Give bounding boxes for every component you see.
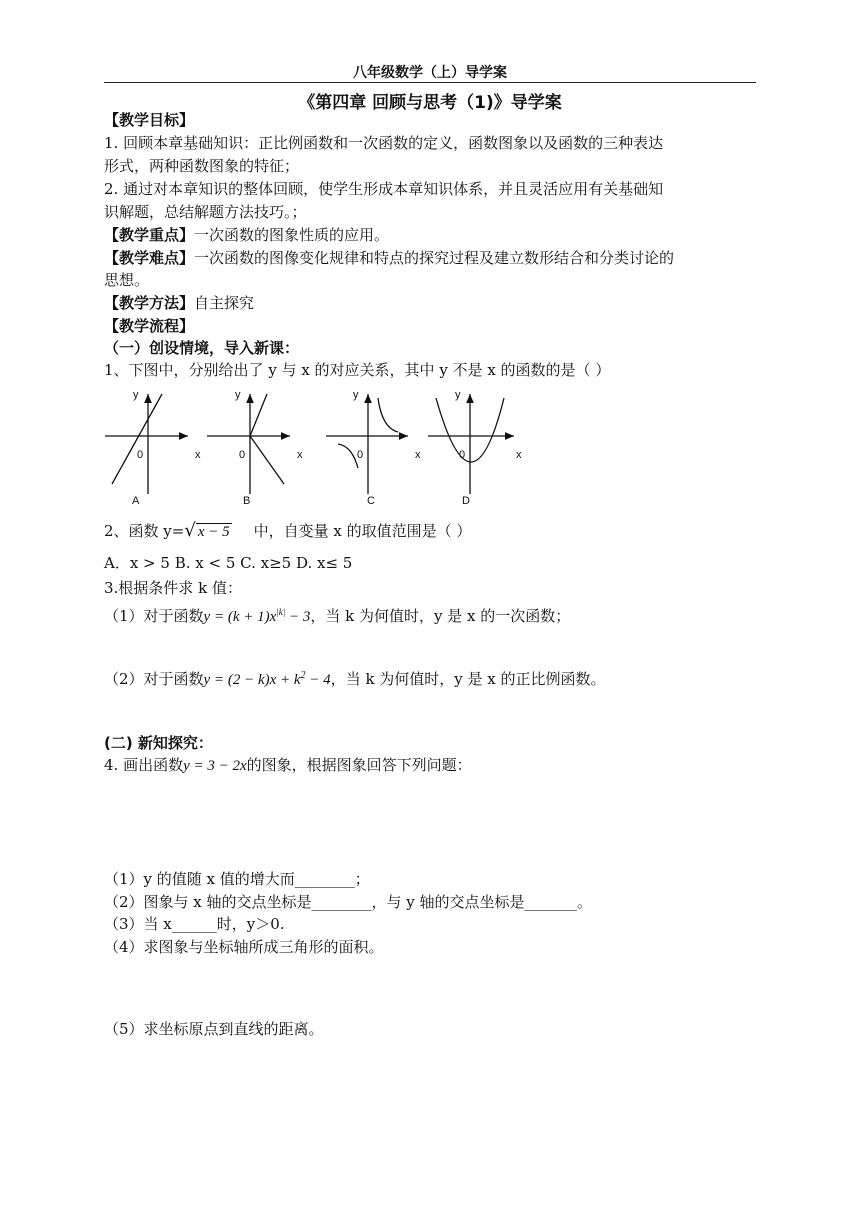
graph-b bbox=[207, 394, 290, 494]
key-point-heading: 【教学重点】 bbox=[104, 226, 195, 244]
graph-a-origin: 0 bbox=[137, 449, 144, 461]
question-4-2: （2）图象与 x 轴的交点坐标是________，与 y 轴的交点坐标是_______。 bbox=[104, 893, 593, 911]
method-heading: 【教学方法】 bbox=[104, 294, 195, 312]
goals-heading: 【教学目标】 bbox=[104, 111, 195, 129]
question-3-2 bbox=[104, 666, 606, 690]
graph-d-y-label: y bbox=[455, 389, 461, 401]
graph-c bbox=[326, 394, 408, 494]
graph-d-x-label: x bbox=[516, 449, 522, 461]
formula-4: y = 3 − 2x bbox=[183, 758, 247, 774]
question-4-prefix: 4. 画出函数 bbox=[104, 756, 184, 774]
graph-b-origin: 0 bbox=[239, 449, 246, 461]
graph-d-origin: 0 bbox=[459, 449, 466, 461]
difficulty-line-1 bbox=[104, 248, 674, 268]
graph-a-y-label: y bbox=[133, 389, 139, 401]
sqrt-expression: √ x − 5 bbox=[184, 520, 230, 541]
question-3-1 bbox=[104, 602, 570, 627]
question-2-prefix: 2、函数 y= bbox=[104, 522, 185, 540]
formula-3-1: y = (k + 1)x bbox=[203, 609, 277, 625]
graph-b-x-label: x bbox=[297, 449, 303, 461]
goal-2-line-1: 2. 通过对本章知识的整体回顾，使学生形成本章知识体系，并且灵活应用有关基础知 bbox=[104, 180, 664, 198]
question-3-2-prefix: （2）对于函数 bbox=[104, 670, 204, 688]
goal-1-line-2: 形式，两种函数图象的特征； bbox=[104, 157, 300, 175]
formula-3-2: y = (2 − k)x + k bbox=[203, 672, 301, 688]
section-1-heading: （一）创设情境，导入新课： bbox=[104, 339, 300, 357]
graph-b-y-label: y bbox=[235, 389, 241, 401]
question-4-5: （5）求坐标原点到直线的距离。 bbox=[104, 1020, 324, 1038]
page-header: 八年级数学（上）导学案 bbox=[353, 65, 507, 81]
difficulty-line-2: 思想。 bbox=[104, 271, 150, 289]
formula-3-1-exponent: |k| bbox=[276, 607, 286, 617]
graph-c-y-label: y bbox=[353, 389, 359, 401]
graph-a-x-label: x bbox=[195, 449, 201, 461]
graph-c-caption: C bbox=[367, 495, 375, 507]
formula-3-2-exponent: 2 bbox=[300, 670, 306, 681]
question-3: 3.根据条件求 k 值： bbox=[104, 579, 242, 597]
question-2-options: A．x > 5 B. x < 5 C. x≥5 D. x≤ 5 bbox=[104, 554, 353, 572]
page-title: 《第四章 回顾与思考（1)》导学案 bbox=[298, 93, 562, 113]
graph-a-caption: A bbox=[132, 495, 140, 507]
graph-b-caption: B bbox=[243, 495, 251, 507]
sqrt-radicand: x − 5 bbox=[197, 524, 230, 540]
difficulty-heading: 【教学难点】 bbox=[104, 249, 195, 267]
difficulty-text: 一次函数的图像变化规律和特点的探究过程及建立数形结合和分类讨论的 bbox=[194, 249, 675, 267]
question-2 bbox=[104, 521, 471, 542]
section-2-heading: (二) 新知探究： bbox=[104, 734, 213, 752]
question-4-suffix: 的图象，根据图象回答下列问题： bbox=[246, 756, 472, 774]
graph-c-origin: 0 bbox=[357, 449, 364, 461]
header-rule bbox=[104, 82, 756, 83]
question-3-1-prefix: （1）对于函数 bbox=[104, 607, 204, 625]
question-3-1-suffix: ，当 k 为何值时，y 是 x 的一次函数； bbox=[310, 607, 571, 625]
flow-heading: 【教学流程】 bbox=[104, 317, 195, 335]
key-point-text: 一次函数的图象性质的应用。 bbox=[194, 226, 390, 244]
formula-3-2-tail: − 4 bbox=[305, 672, 331, 688]
question-1: 1、下图中，分别给出了 y 与 x 的对应关系，其中 y 不是 x 的函数的是（ ） bbox=[104, 361, 611, 379]
function-graphs bbox=[100, 384, 540, 512]
graph-c-x-label: x bbox=[415, 449, 421, 461]
question-4-3: （3）当 x______时，y＞0. bbox=[104, 915, 285, 933]
goal-1-line-1: 1. 回顾本章基础知识：正比例函数和一次函数的定义，函数图象以及函数的三种表达 bbox=[104, 134, 664, 152]
question-2-suffix: 中，自变量 x 的取值范围是（ ） bbox=[253, 522, 472, 540]
question-4 bbox=[104, 755, 472, 776]
question-4-4: （4）求图象与坐标轴所成三角形的面积。 bbox=[104, 938, 384, 956]
key-point-line bbox=[104, 225, 389, 245]
goal-2-line-2: 识解题，总结解题方法技巧。； bbox=[104, 203, 307, 221]
question-4-1: （1）y 的值随 x 值的增大而________； bbox=[104, 870, 370, 888]
graph-d bbox=[428, 394, 514, 494]
method-line bbox=[104, 293, 254, 313]
method-text: 自主探究 bbox=[194, 294, 255, 312]
formula-3-1-tail: − 3 bbox=[285, 609, 311, 625]
graph-a bbox=[105, 394, 188, 494]
question-3-2-suffix: ，当 k 为何值时，y 是 x 的正比例函数。 bbox=[330, 670, 606, 688]
graph-d-caption: D bbox=[462, 495, 470, 507]
